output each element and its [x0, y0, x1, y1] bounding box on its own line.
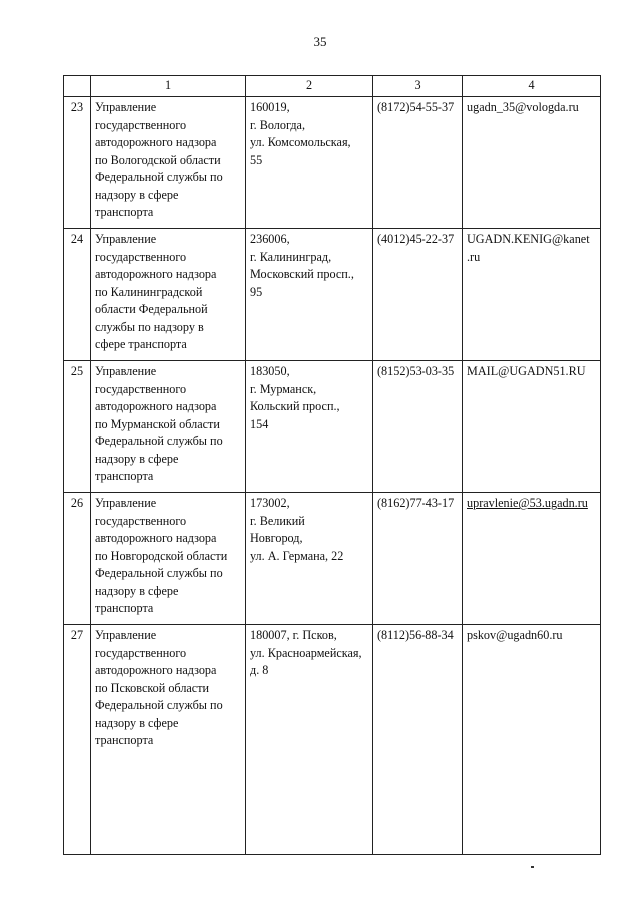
row-number: 26 [64, 493, 91, 625]
organization-name: Управление государственного автодорожного надзора по Мурманской области Федеральной службы по надзору в сфере транспорта [91, 361, 246, 493]
header-cell-1: 1 [91, 76, 246, 97]
postal-address: 183050, г. Мурманск, Кольский просп., 154 [246, 361, 373, 493]
stray-mark [531, 866, 534, 868]
registry-table [63, 75, 601, 855]
email-text: ugadn_35@vologda.ru [467, 100, 579, 115]
email-address [463, 97, 601, 229]
header-cell-4: 4 [463, 76, 601, 97]
header-cell-3: 3 [373, 76, 463, 97]
email-text: upravlenie@53.ugadn.ru [467, 496, 588, 511]
email-address [463, 229, 601, 361]
table-header-row [64, 76, 601, 97]
phone-number: (8162)77-43-17 [373, 493, 463, 625]
table-row [64, 361, 601, 493]
email-address [463, 625, 601, 855]
phone-number: (8172)54-55-37 [373, 97, 463, 229]
organization-name: Управление государственного автодорожного надзора по Калининградской области Федеральной службы по надзору в сфере транспорта [91, 229, 246, 361]
postal-address: 236006, г. Калининград, Московский просп., 95 [246, 229, 373, 361]
table-row [64, 493, 601, 625]
row-number: 23 [64, 97, 91, 229]
table-row [64, 625, 601, 855]
organization-name: Управление государственного автодорожного надзора по Псковской области Федеральной службы по надзору в сфере транспорта [91, 625, 246, 855]
table-row [64, 97, 601, 229]
row-number: 25 [64, 361, 91, 493]
row-number: 27 [64, 625, 91, 855]
email-text: UGADN.KENIG@kanet .ru [467, 232, 590, 264]
phone-number: (8152)53-03-35 [373, 361, 463, 493]
page-number: 35 [313, 34, 327, 49]
table-row [64, 229, 601, 361]
postal-address: 180007, г. Псков, ул. Красноармейская, д. 8 [246, 625, 373, 855]
phone-number: (8112)56-88-34 [373, 625, 463, 855]
organization-name: Управление государственного автодорожного надзора по Новгородской области Федеральной службы по надзору в сфере транспорта [91, 493, 246, 625]
row-number: 24 [64, 229, 91, 361]
organization-name: Управление государственного автодорожного надзора по Вологодской области Федеральной службы по надзору в сфере транспорта [91, 97, 246, 229]
phone-number: (4012)45-22-37 [373, 229, 463, 361]
header-cell-num [64, 76, 91, 97]
email-text: pskov@ugadn60.ru [467, 628, 563, 643]
email-address [463, 493, 601, 625]
email-address [463, 361, 601, 493]
header-cell-2: 2 [246, 76, 373, 97]
email-text: MAIL@UGADN51.RU [467, 364, 586, 379]
postal-address: 173002, г. Великий Новгород, ул. А. Германа, 22 [246, 493, 373, 625]
postal-address: 160019, г. Вологда, ул. Комсомольская, 55 [246, 97, 373, 229]
